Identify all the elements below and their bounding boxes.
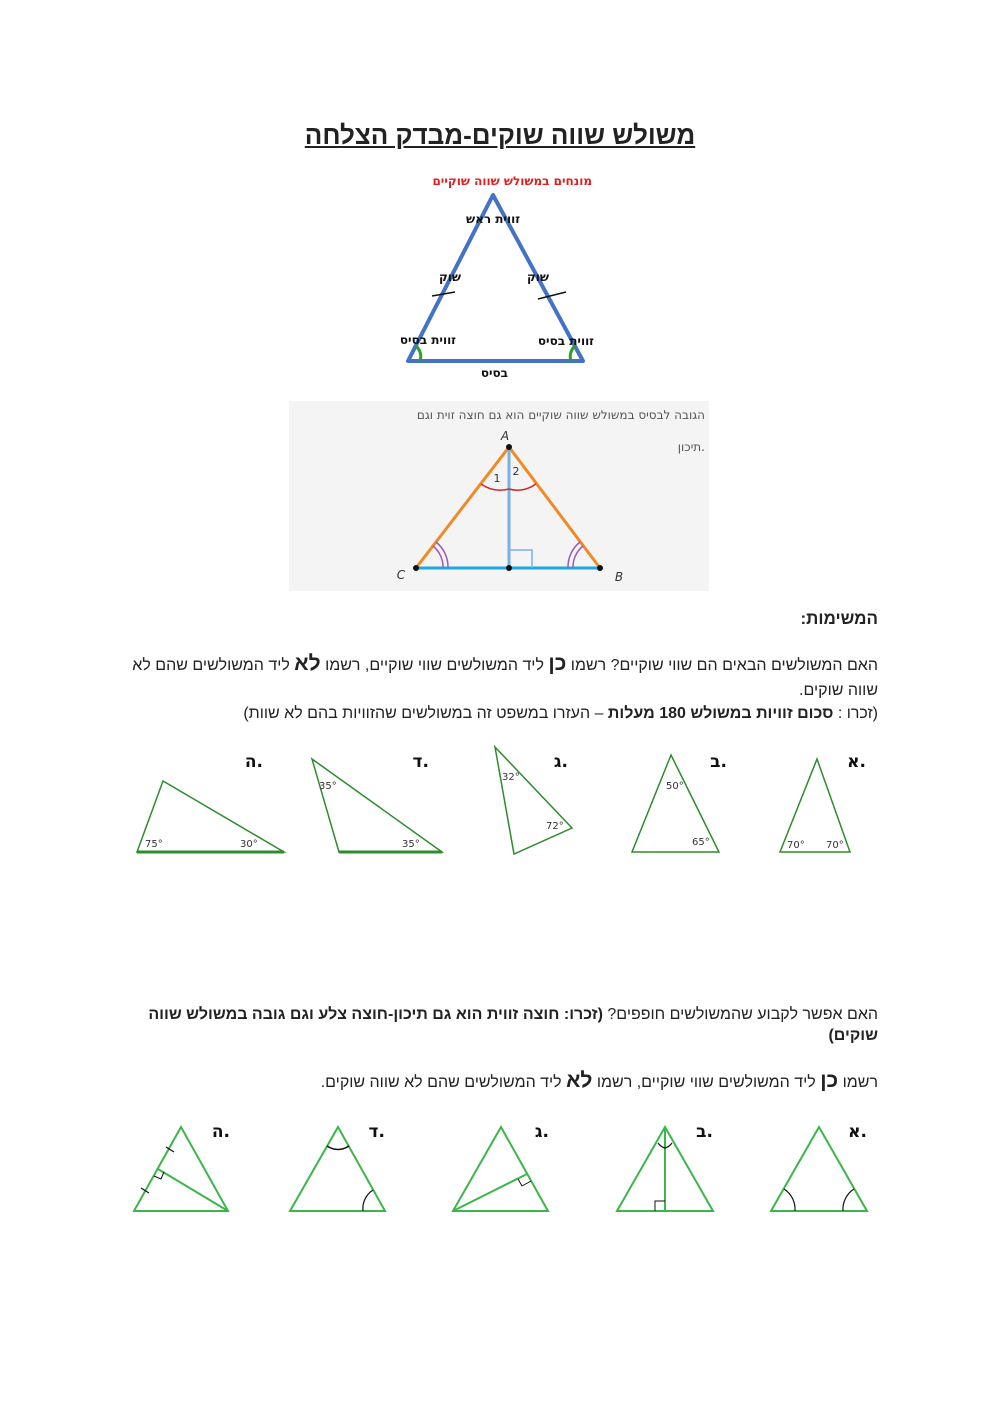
triangle-alef-angle-2: 70° (826, 840, 844, 851)
triangles-row-2 (130, 1115, 880, 1220)
row2-triangle-bet (617, 1122, 713, 1211)
row2-bet-right-angle (655, 1201, 665, 1211)
q2-no-word: לא (566, 1069, 593, 1092)
right-leg-tick (538, 292, 566, 299)
q2-instr-3: ליד המשולשים שהם לא שווה שוקים. (320, 1074, 567, 1091)
vertex-c-dot (413, 565, 419, 571)
apex-angle-label: זווית ראש (465, 212, 520, 226)
q1-reminder-bold: סכום זוויות במשולש 180 מעלות (607, 705, 834, 722)
triangle-alef-angle-1: 70° (787, 840, 805, 851)
base-label: בסיס (480, 366, 508, 380)
isosceles-terms-diagram (380, 168, 620, 383)
q2-instruction (108, 1068, 878, 1095)
triangle-he-angle-2: 30° (240, 839, 258, 850)
q2-yes-word: כן (820, 1069, 839, 1092)
row2-alef-right-arc (843, 1189, 854, 1211)
height-bisector-diagram (289, 401, 709, 591)
triangle-gimel-angle-1: 32° (502, 772, 520, 783)
row2-bet-apex-arc-left (658, 1143, 665, 1148)
triangle-gimel-letter: ג. (553, 752, 568, 772)
vertex-a-label: A (500, 429, 510, 443)
row2-gimel-right-angle (518, 1179, 531, 1186)
row2-bet-apex-arc-right (665, 1143, 672, 1148)
row2-dalet-right-arc (363, 1190, 373, 1211)
question-1 (108, 651, 878, 703)
triangles-row-1 (130, 740, 880, 865)
q1-reminder (108, 701, 878, 726)
triangle-he-angle-1: 75° (145, 839, 163, 850)
row2-he-segment (158, 1169, 228, 1211)
row2-triangle-gimel-letter: ג. (534, 1122, 549, 1142)
q2-reminder-bold: (זכרו: חוצה זווית הוא גם תיכון-חוצה צלע וגם גובה במשולש שווה שוקים) (148, 1006, 878, 1044)
triangle-he-letter: ה. (244, 752, 263, 772)
triangle-dalet-angle-1: 35° (319, 781, 337, 792)
vertex-b-dot (597, 565, 603, 571)
q1-text-1: האם המשולשים הבאים הם שווי שוקיים? רשמו (566, 657, 878, 674)
left-base-angle-arc (416, 346, 421, 361)
vertex-b-label: B (614, 570, 624, 584)
row2-triangle-he-letter: ה. (211, 1122, 230, 1142)
terms-heading: מונחים במשולש שווה שוקיים (432, 174, 592, 188)
vertex-a-dot (506, 444, 512, 450)
vertex-c-label: C (396, 568, 406, 582)
q2-instr-1: רשמו (838, 1074, 878, 1091)
question-2 (108, 1004, 878, 1046)
diagram2-caption-line1: הגובה לבסיס במשולש שווה שוקיים הוא גם חוצה זוית וגם (416, 408, 705, 422)
q1-text-3: ליד המשולשים שהם לא שווה שוקים. (132, 657, 878, 699)
right-leg-label: שוק (526, 270, 549, 284)
triangle-alef-letter: א. (847, 752, 866, 772)
triangle-alef (780, 752, 866, 852)
q2-instr-2: ליד המשולשים שווי שוקיים, רשמו (592, 1074, 821, 1091)
triangle-gimel (495, 747, 572, 854)
right-base-angle-arc (570, 346, 575, 361)
triangle-he (137, 752, 284, 852)
diagram2-background (289, 401, 709, 591)
triangle-dalet (312, 752, 442, 852)
angle-1-label: 1 (493, 472, 501, 485)
diagram2-caption-line2: תיכון. (677, 440, 705, 454)
q2-text-1: האם אפשר לקבוע שהמשולשים חופפים? (602, 1006, 878, 1023)
foot-dot (506, 565, 512, 571)
row2-dalet-apex-arc (327, 1146, 349, 1150)
row2-triangle-dalet (290, 1122, 385, 1211)
triangle-dalet-shape (312, 759, 442, 852)
row2-alef-left-arc (784, 1189, 795, 1211)
q1-yes-word: כן (548, 652, 567, 675)
triangle-alef-shape (780, 759, 850, 852)
q1-no-word: לא (294, 652, 321, 675)
angle-2-label: 2 (512, 465, 520, 478)
row2-triangle-bet-letter: ב. (696, 1122, 713, 1142)
row2-triangle-alef-letter: א. (848, 1122, 867, 1142)
q1-reminder-2: – העזרו במשפט זה במשולשים שהזוויות בהם לא שוות) (243, 705, 608, 722)
triangle-gimel-angle-2: 72° (546, 821, 564, 832)
page-title: משולש שווה שוקים-מבדק הצלחה (304, 120, 696, 150)
row2-triangle-he (134, 1122, 230, 1211)
row2-triangle-gimel (453, 1122, 549, 1211)
q1-reminder-1: (זכרו : (833, 705, 878, 722)
triangle-dalet-angle-2: 35° (402, 839, 420, 850)
triangle-bet-angle-2: 65° (692, 837, 710, 848)
row2-triangle-dalet-letter: ד. (368, 1122, 385, 1142)
row2-triangle-alef (771, 1122, 867, 1211)
left-base-angle-label: זווית בסיס (399, 333, 456, 347)
row2-triangle-gimel-shape (453, 1127, 548, 1211)
q1-text-2: ליד המשולשים שווי שוקיים, רשמו (320, 657, 549, 674)
triangle-bet-letter: ב. (710, 752, 727, 772)
triangle-dalet-letter: ד. (412, 752, 429, 772)
tasks-heading: המשימות: (800, 609, 878, 628)
triangle-bet (632, 752, 727, 852)
triangle-bet-angle-1: 50° (666, 781, 684, 792)
right-base-angle-label: זווית בסיס (537, 334, 594, 348)
left-leg-label: שוק (438, 270, 461, 284)
